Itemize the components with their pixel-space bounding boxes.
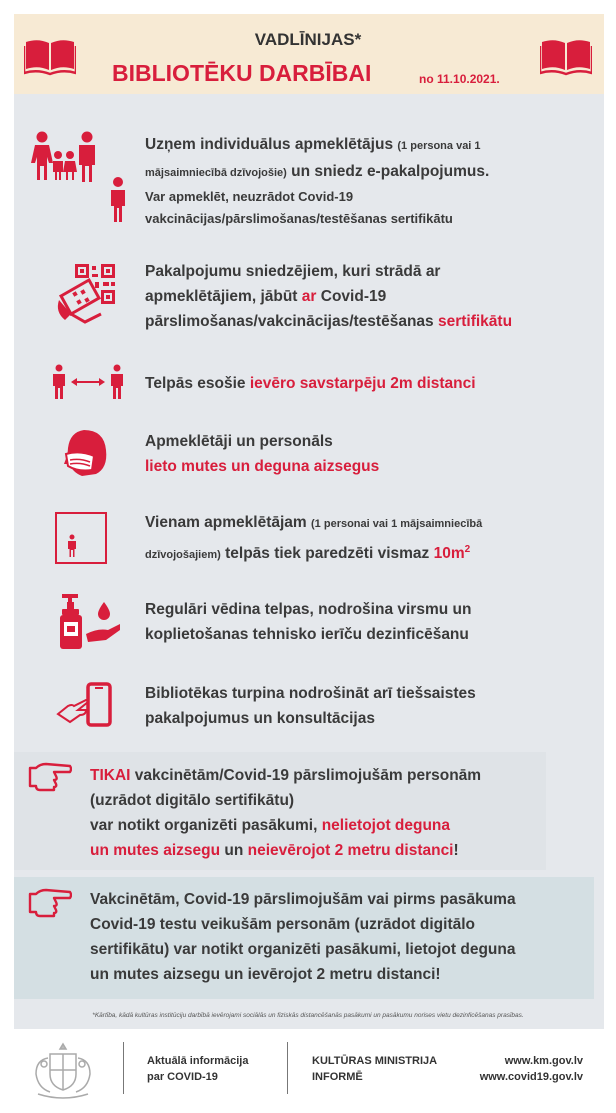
header-title: VADLĪNIJAS* — [254, 30, 362, 49]
link-km[interactable]: www.km.gov.lv — [504, 1055, 583, 1067]
footer-info: Aktuālā informācija par COVID-19 — [147, 1055, 249, 1083]
family-icon — [30, 130, 130, 225]
footer-links — [440, 1053, 583, 1085]
room-area-icon — [55, 512, 107, 564]
mask-icon — [60, 428, 110, 478]
footer-ministry: KULTŪRAS MINISTRIJA INFORMĒ — [312, 1055, 438, 1083]
notice-text-events: Vakcinētām, Covid-19 pārslimojušām vai pirms pasākuma Covid-19 testu veikušām personām (uzrādot digitālo sertifikātu) var notikt organizēti pasākumi, lietojot deguna un mutes aizsegu un ievērojot 2 metru distanci! — [90, 891, 516, 983]
coat-of-arms-icon — [30, 1040, 96, 1102]
link-covid19[interactable]: www.covid19.gov.lv — [479, 1071, 583, 1083]
item-ventilation: Regulāri vēdina telpas, nodrošina virsmu un koplietošanas tehnisko ierīču dezinficēšanu — [145, 601, 472, 643]
item-staff-certificate: Pakalpojumu sniedzējiem, kuri strādā ar apmeklētājiem, jābūt ar Covid-19 pārslimošanas/vakcinācijas/testēšanas sertifikātu — [145, 263, 513, 330]
footnote: *Kārtība, kādā kultūras institūciju darbībā ievērojami sociālās un fiziskās distancēšanās pasākumi un pasākumu norises vietu dezinficēšanas prasības. — [92, 1012, 524, 1019]
phone-icon — [56, 682, 118, 728]
item-distance: Telpās esošie ievēro savstarpēju 2m distanci — [145, 375, 476, 392]
pointing-hand-icon — [28, 888, 72, 918]
distance-icon — [50, 364, 126, 400]
sanitizer-icon — [58, 590, 122, 652]
footer-divider — [123, 1042, 124, 1094]
footer-divider — [287, 1042, 288, 1094]
item-room-area: Vienam apmeklētājam (1 personai vai 1 mājsaimniecībā dzīvojošajiem) telpās tiek paredzēti vismaz $10m^2$ — [145, 514, 483, 563]
qr-certificate-icon — [55, 262, 121, 328]
item-masks: Apmeklētāji un personāls lieto mutes un deguna aizsegus — [145, 433, 380, 475]
item-individual-visitors: Uzņem individuālus apmeklētājus (1 persona vai 1 mājsaimniecībā dzīvojošie) un sniedz e-pakalpojumus. Var apmeklēt, neuzrādot Covid-19 vakcinācijas/pārslimošanas/testēšanas sertifikātu — [145, 136, 490, 226]
item-online-services: Bibliotēkas turpina nodrošināt arī tiešsaistes pakalpojumus un konsultācijas — [145, 685, 476, 727]
pointing-hand-icon — [28, 762, 72, 792]
header-date: no 11.10.2021. — [419, 72, 500, 86]
header-subtitle: BIBLIOTĒKU DARBĪBAI — [112, 60, 372, 86]
notice-text-vaccinated-only: TIKAI vakcinētām/Covid-19 pārslimojušām personām (uzrādot digitālo sertifikātu) var notikt organizēti pasākumi, nelietojot deguna un mutes aizsegu un neievērojot 2 metru distanci! — [90, 767, 482, 859]
